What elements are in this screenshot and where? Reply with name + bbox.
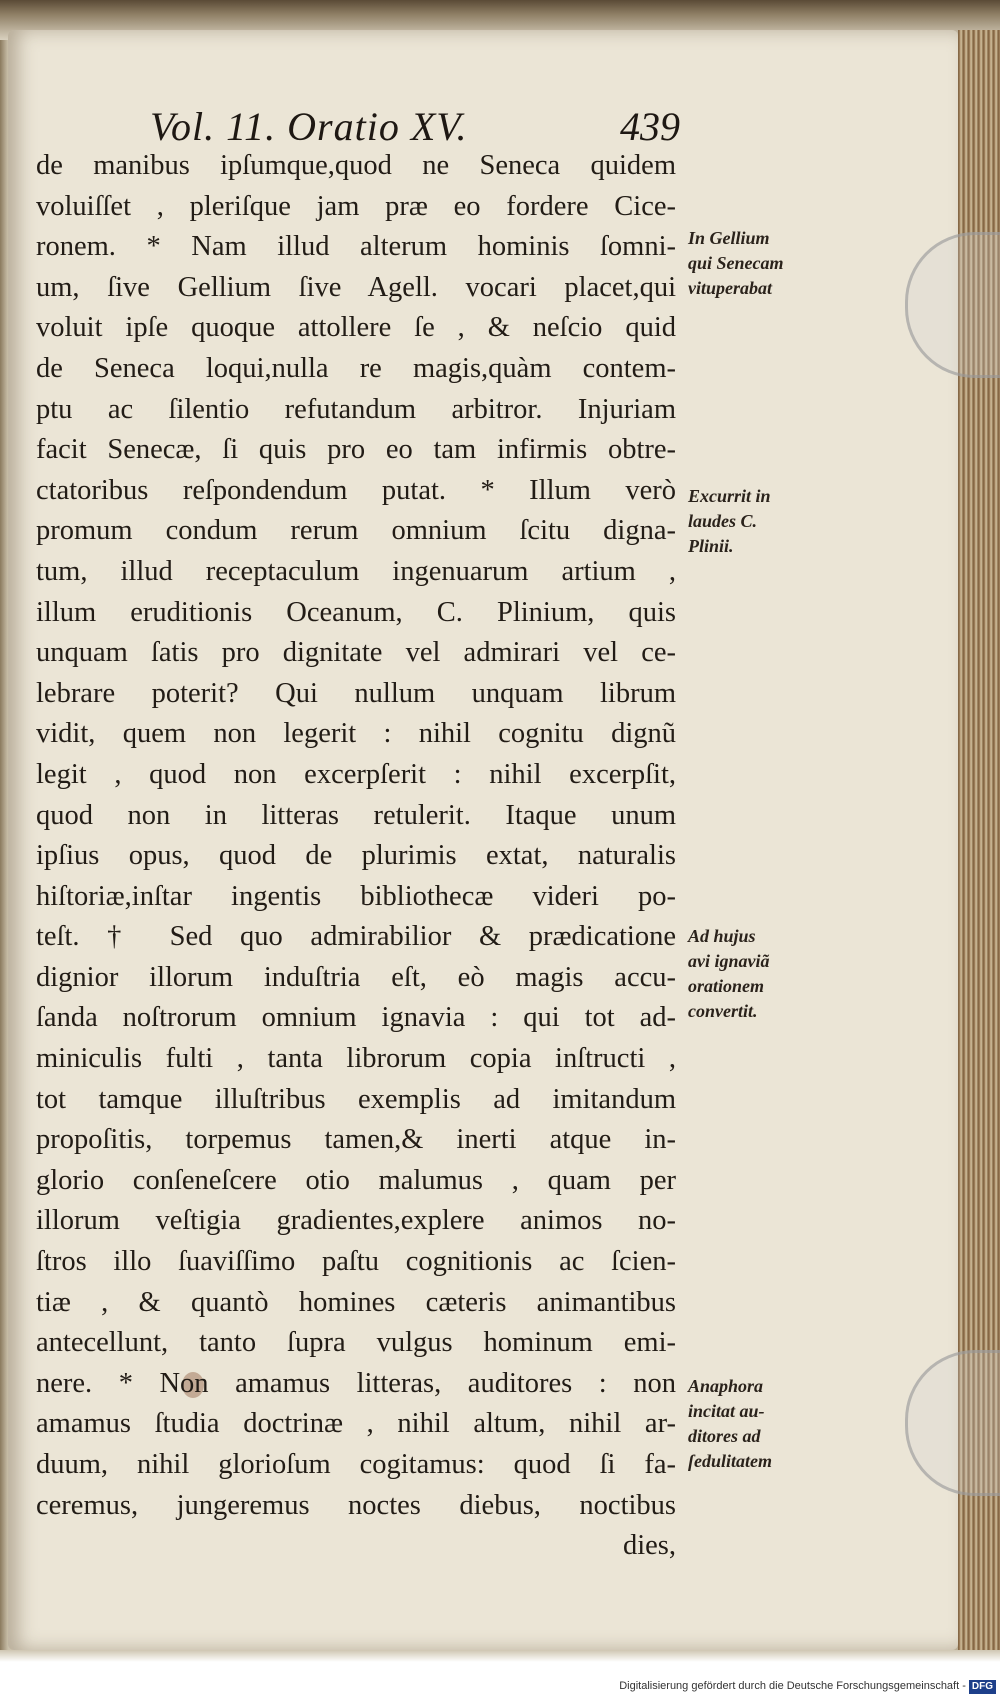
margin-note-line: laudes C. (688, 511, 758, 531)
margin-note-line: Ad hujus (688, 926, 756, 946)
margin-note-line: ditores ad (688, 1426, 761, 1446)
text-line: de Seneca loqui,nulla re magis,quàm contem- (36, 352, 676, 384)
text-line: ſanda noſtrorum omnium ignavia : qui tot ad- (36, 1002, 676, 1034)
text-line: ptu ac ſilentio refutandum arbitror. Injuriam (36, 393, 676, 425)
text-line: illum eruditionis Oceanum, C. Plinium, quis (36, 596, 676, 628)
margin-note-ignavia (688, 924, 838, 1024)
margin-note-line: vituperabat (688, 278, 772, 298)
page-number: 439 (620, 104, 680, 149)
margin-note-line: incitat au- (688, 1401, 765, 1421)
text-line: unquam ſatis pro dignitate vel admirari vel ce- (36, 637, 676, 669)
text-line: voluiſſet , pleriſque jam præ eo fordere Cice- (36, 190, 676, 222)
margin-note-plinii (688, 484, 838, 559)
text-line: tum, illud receptaculum ingenuarum artium , (36, 555, 676, 587)
text-line: duum, nihil glorioſum cogitamus: quod ſi fa- (36, 1449, 676, 1480)
margin-note-line: qui Senecam (688, 253, 784, 273)
margin-note-line: ſedulitatem (688, 1451, 772, 1471)
text-line: tiæ , & quantò homines cæteris animantibus (36, 1286, 676, 1318)
text-line: ceremus, jungeremus noctes diebus, noctibus (36, 1489, 676, 1521)
margin-note-line: Plinii. (688, 536, 734, 556)
margin-note-line: Anaphora (688, 1376, 764, 1396)
text-line: vidit, quem non legerit : nihil cognitu dignũ (36, 718, 676, 750)
text-line: promum condum rerum omnium ſcitu digna- (36, 515, 676, 547)
footer-text: Digitalisierung gefördert durch die Deutsche Forschungsgemeinschaft - (619, 1680, 966, 1692)
margin-note-anaphora (688, 1374, 838, 1474)
text-line: illorum veſtigia gradientes,explere animos no- (36, 1205, 676, 1237)
text-line: amamus ſtudia doctrinæ , nihil altum, nihil ar- (36, 1408, 676, 1440)
text-line: lebrare poterit? Qui nullum unquam librum (36, 677, 676, 709)
text-line: miniculis fulti , tanta librorum copia inſtructi , (36, 1043, 676, 1075)
body-text (36, 146, 676, 1567)
margin-note-line: Excurrit in (688, 486, 771, 506)
text-line: quod non in litteras retulerit. Itaque unum (36, 799, 676, 831)
text-line: teſt. † Sed quo admirabilior & prædicatione (36, 921, 676, 953)
dfg-logo: DFG (969, 1680, 996, 1694)
margin-note-line: convertit. (688, 1001, 758, 1021)
running-head: Vol. 11. Oratio XV. (150, 104, 468, 149)
text-line: tot tamque illuſtribus exemplis ad imitandum (36, 1083, 676, 1115)
text-line: ronem. * Nam illud alterum hominis ſomni- (36, 231, 676, 263)
text-line: de manibus ipſumque,quod ne Seneca quidem (36, 150, 676, 181)
text-line: glorio conſeneſcere otio malumus , quam per (36, 1164, 676, 1196)
text-line: um, ſive Gellium ſive Agell. vocari placet,qui (36, 271, 676, 303)
digitization-footer (596, 1677, 996, 1695)
text-line: voluit ipſe quoque attollere ſe , & neſcio quid (36, 312, 676, 344)
margin-note-gellium (688, 226, 838, 301)
margin-note-line: orationem (688, 976, 765, 996)
text-line: dies, (622, 1530, 676, 1562)
text-line: propoſitis, torpemus tamen,& inerti atque in- (36, 1124, 676, 1156)
text-line: legit , quod non excerpſerit : nihil excerpſit, (36, 758, 676, 790)
text-line: antecellunt, tanto ſupra vulgus hominum emi- (36, 1327, 676, 1359)
text-line: ipſius opus, quod de plurimis extat, naturalis (36, 840, 676, 872)
text-line: ſtros illo ſuaviſſimo paſtu cognitionis ac ſcien- (36, 1246, 676, 1278)
text-line: ctatoribus reſpondendum putat. * Illum verò (36, 474, 676, 506)
page-header (150, 104, 680, 150)
text-line: hiſtoriæ,inſtar ingentis bibliothecæ videri po- (36, 880, 676, 912)
text-line: dignior illorum induſtria eſt, eò magis accu- (36, 961, 676, 993)
margin-note-line: In Gellium (688, 228, 770, 248)
text-line: nere. * Non amamus litteras, auditores : non (36, 1367, 676, 1399)
margin-note-line: avi ignaviã (688, 951, 770, 971)
text-line: facit Senecæ, ſi quis pro eo tam infirmis obtre- (36, 434, 676, 466)
